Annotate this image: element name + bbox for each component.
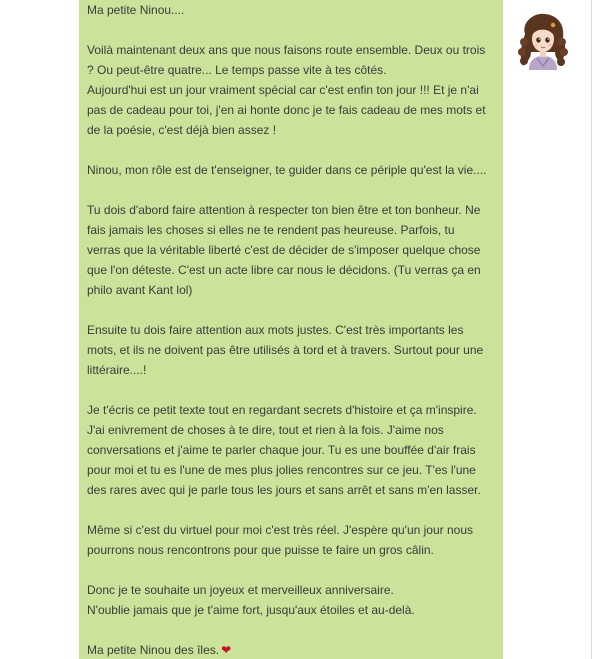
heart-icon: ❤ bbox=[221, 643, 232, 657]
message-greeting: Ma petite Ninou.... bbox=[87, 3, 185, 17]
message-paragraph: Ensuite tu dois faire attention aux mots justes. C'est très importants les mots, et ils ne doivent pas être utilisés à tord et à travers. Surtout pour une littéraire....! bbox=[87, 323, 484, 377]
message-closing: Ma petite Ninou des îles. bbox=[87, 643, 220, 657]
message-text bbox=[87, 0, 503, 659]
right-border bbox=[591, 0, 592, 659]
avatar-image bbox=[515, 12, 571, 70]
message-closing-line bbox=[87, 640, 503, 659]
message-body bbox=[79, 0, 503, 659]
message-paragraph: Voilà maintenant deux ans que nous faisons route ensemble. Deux ou trois ? Ou peut-être quatre... Le temps passe vite à tes côtés. Aujourd'hui est un jour vraiment spécial car c'est enfin ton jour !!! Et je n'ai pas de cadeau pour toi, j'en ai honte donc je te fais cadeau de mes mots et de la poésie, c'est déjà bien assez ! bbox=[87, 43, 486, 137]
message-paragraph: Donc je te souhaite un joyeux et merveilleux anniversaire. N'oublie jamais que je t'aime fort, jusqu'aux étoiles et au-delà. bbox=[87, 583, 415, 617]
message-paragraph: Je t'écris ce petit texte tout en regardant secrets d'histoire et ça m'inspire. J'ai enivrement de choses à te dire, tout et rien à la fois. J'aime nos conversations et j'aime te parler chaque jour. Tu es une bouffée d'air frais pour moi et tu es l'une de mes plus jolies rencontres sur ce jeu. T'es l'une des rares avec qui je parle tous les jours et sans arrêt et sans m'en lasser. bbox=[87, 403, 481, 497]
message-paragraph: Même si c'est du virtuel pour moi c'est très réel. J'espère qu'un jour nous pourrons nous rencontrons pour que puisse te faire un gros câlin. bbox=[87, 523, 474, 557]
message-paragraph: Tu dois d'abord faire attention à respecter ton bien être et ton bonheur. Ne fais jamais les choses si elles ne te rendent pas heureuse. Parfois, tu verras que la véritable liberté c'est de décider de s'imposer quelque chose que l'on déteste. C'est un acte libre car nous le décidons. (Tu verras ça en philo avant Kant lol) bbox=[87, 203, 481, 297]
message-paragraph: Ninou, mon rôle est de t'enseigner, te guider dans ce périple qu'est la vie.... bbox=[87, 163, 487, 177]
avatar[interactable] bbox=[515, 12, 571, 70]
